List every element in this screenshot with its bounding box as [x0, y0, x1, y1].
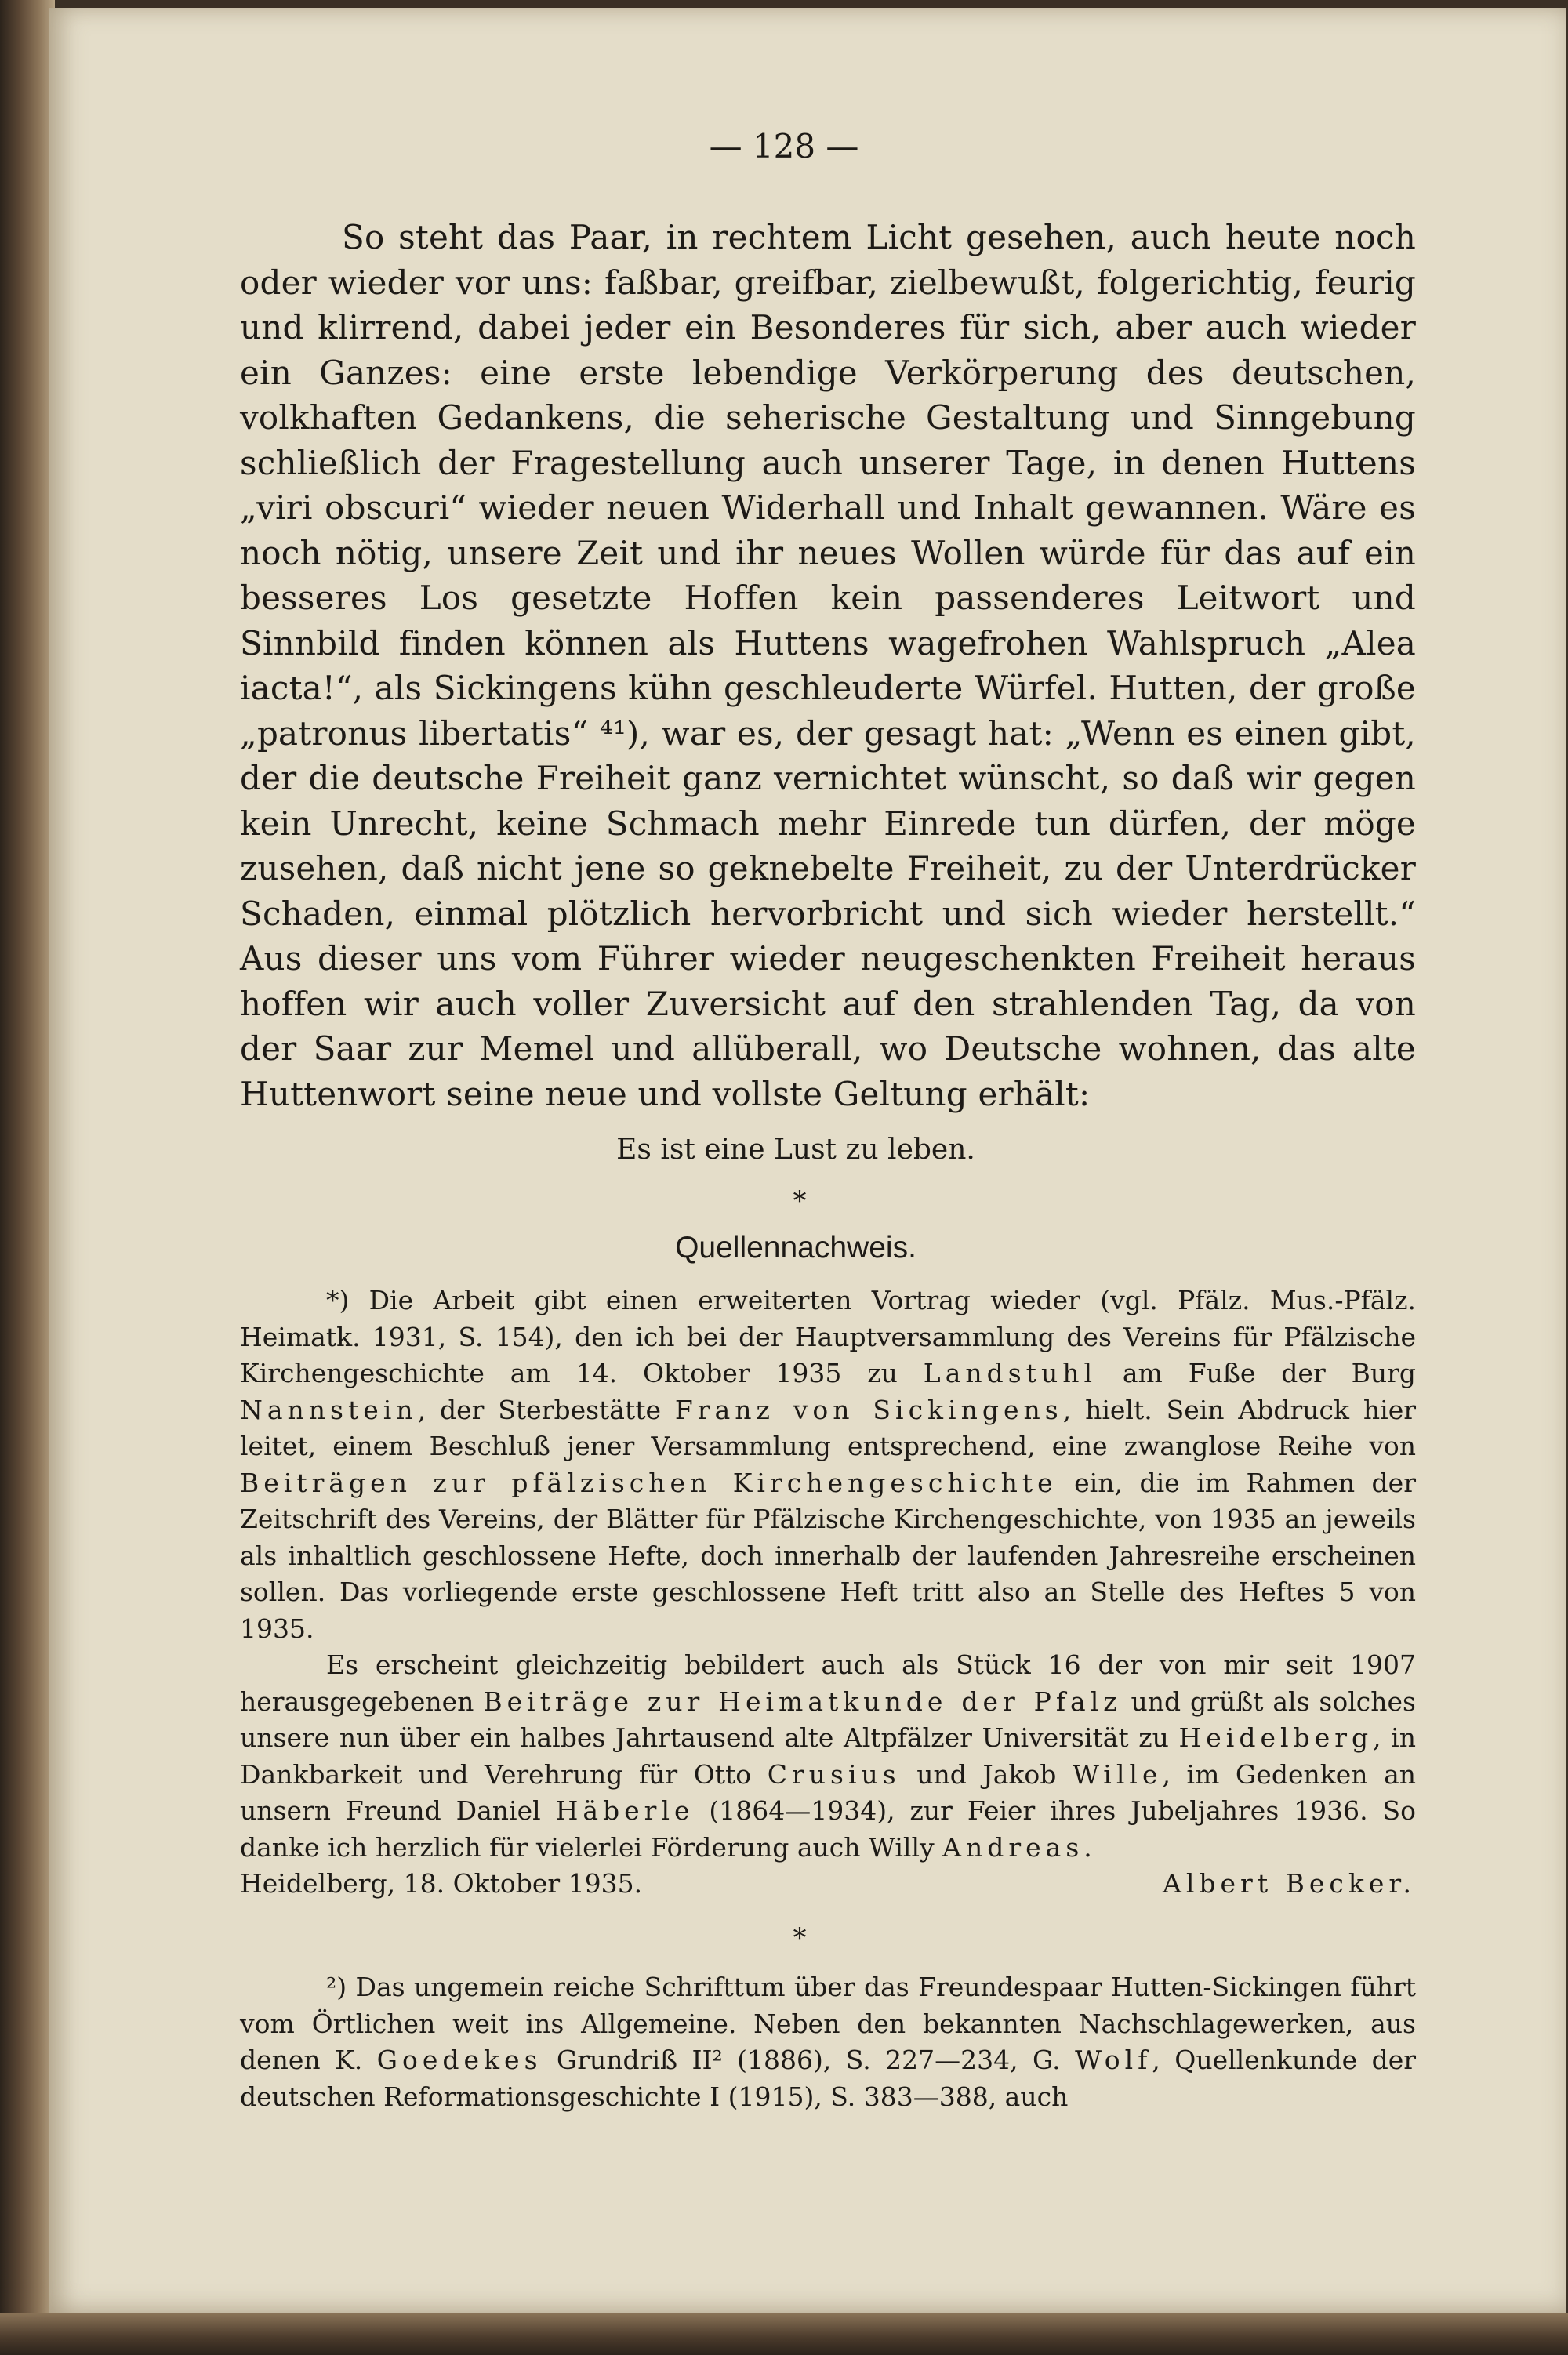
main-text — [240, 215, 1416, 1116]
signature-line — [240, 1866, 1416, 1903]
book-bottom-edge — [0, 2313, 1568, 2355]
signature: Albert Becker. — [1163, 1868, 1416, 1899]
footnote-1 — [240, 1283, 1416, 1903]
section-separator: * — [793, 1185, 807, 1217]
main-paragraph: So steht das Paar, in rechtem Licht gesehen, auch heute noch oder wieder vor uns: faßbar, greifbar, zielbewußt, folgerichtig, feurig und klirrend, dabei jeder ein Besonderes für sich, aber auch wieder ein Ganzes: eine erste lebendige Verkörperung des deutschen, volkhaften Gedankens, die seherische Gestaltung und Sinngebung schließlich der Fragestellung auch unserer Tage, in denen Huttens „viri obscuri“ wieder neuen Widerhall und Inhalt gewannen. Wäre es noch nötig, unsere Zeit und ihr neues Wollen würde für das auf ein besseres Los gesetzte Hoffen kein passenderes Leitwort und Sinnbild finden können als Huttens wagefrohen Wahlspruch „Alea iacta!“, als Sickingens kühn geschleuderte Würfel. Hutten, der große „patronus libertatis“ ⁴¹), war es, der gesagt hat: „Wenn es einen gibt, der die deutsche Freiheit ganz vernichtet wünscht, so daß wir gegen kein Unrecht, keine Schmach mehr Einrede tun dürfen, der möge zusehen, daß nicht jene so geknebelte Freiheit, zu der Unterdrücker Schaden, einmal plötzlich hervorbricht und sich wieder herstellt.“ Aus dieser uns vom Führer wieder neugeschenkten Freiheit heraus hoffen wir auch voller Zuversicht auf den strahlenden Tag, da von der Saar zur Memel und allüberall, wo Deutsche wohnen, das alte Huttenwort seine neue und vollste Geltung erhält: — [240, 218, 1416, 1113]
footnote-1-paragraph-1: *) Die Arbeit gibt einen erweiterten Vortrag wieder (vgl. Pfälz. Mus.-Pfälz. Heimatk. 1931, S. 154), den ich bei der Hauptversammlung des Vereins für Pfälzische Kirchengeschichte am 14. Oktober 1935 zu Landstuhl am Fuße der Burg Nannstein, der Sterbestätte Franz von Sickingens, hielt. Sein Abdruck hier leitet, einem Beschluß jener Versammlung entsprechend, eine zwanglose Reihe von Beiträgen zur pfälzischen Kirchengeschichte ein, die im Rahmen der Zeitschrift des Vereins, der Blätter für Pfälzische Kirchengeschichte, von 1935 an jeweils als inhaltlich geschlossene Hefte, doch innerhalb der laufenden Jahresreihe erscheinen sollen. Das vorliegende erste geschlossene Heft tritt also an Stelle des Heftes 5 von 1935. — [240, 1285, 1416, 1644]
footnote-2-paragraph: ²) Das ungemein reiche Schrifttum über das Freundespaar Hutten-Sickingen führt vom Örtlichen weit ins Allgemeine. Neben den bekannten Nachschlagewerken, aus denen K. Goedekes Grundriß II² (1886), S. 227—234, G. Wolf, Quellenkunde der deutschen Reformationsgeschichte I (1915), S. 383—388, auch — [240, 1972, 1416, 2112]
footnote-2 — [240, 1969, 1416, 2115]
footnote-separator: * — [793, 1922, 807, 1954]
page-number: — 128 — — [709, 127, 859, 165]
sources-heading: Quellennachweis. — [675, 1231, 916, 1265]
date-line: Heidelberg, 18. Oktober 1935. — [240, 1868, 643, 1899]
closing-quote: Es ist eine Lust zu leben. — [616, 1134, 975, 1166]
footnote-1-paragraph-2: Es erscheint gleichzeitig bebildert auch als Stück 16 der von mir seit 1907 herausgegebenen Beiträge zur Heimatkunde der Pfalz und grüßt als solches unsere nun über ein halbes Jahrtausend alte Altpfälzer Universität zu Heidelberg, in Dankbarkeit und Verehrung für Otto Crusius und Jakob Wille, im Gedenken an unsern Freund Daniel Häberle (1864—1934), zur Feier ihres Jubeljahres 1936. So danke ich herzlich für vielerlei Förderung auch Willy Andreas. — [240, 1649, 1417, 1863]
book-binding-edge — [0, 0, 55, 2355]
